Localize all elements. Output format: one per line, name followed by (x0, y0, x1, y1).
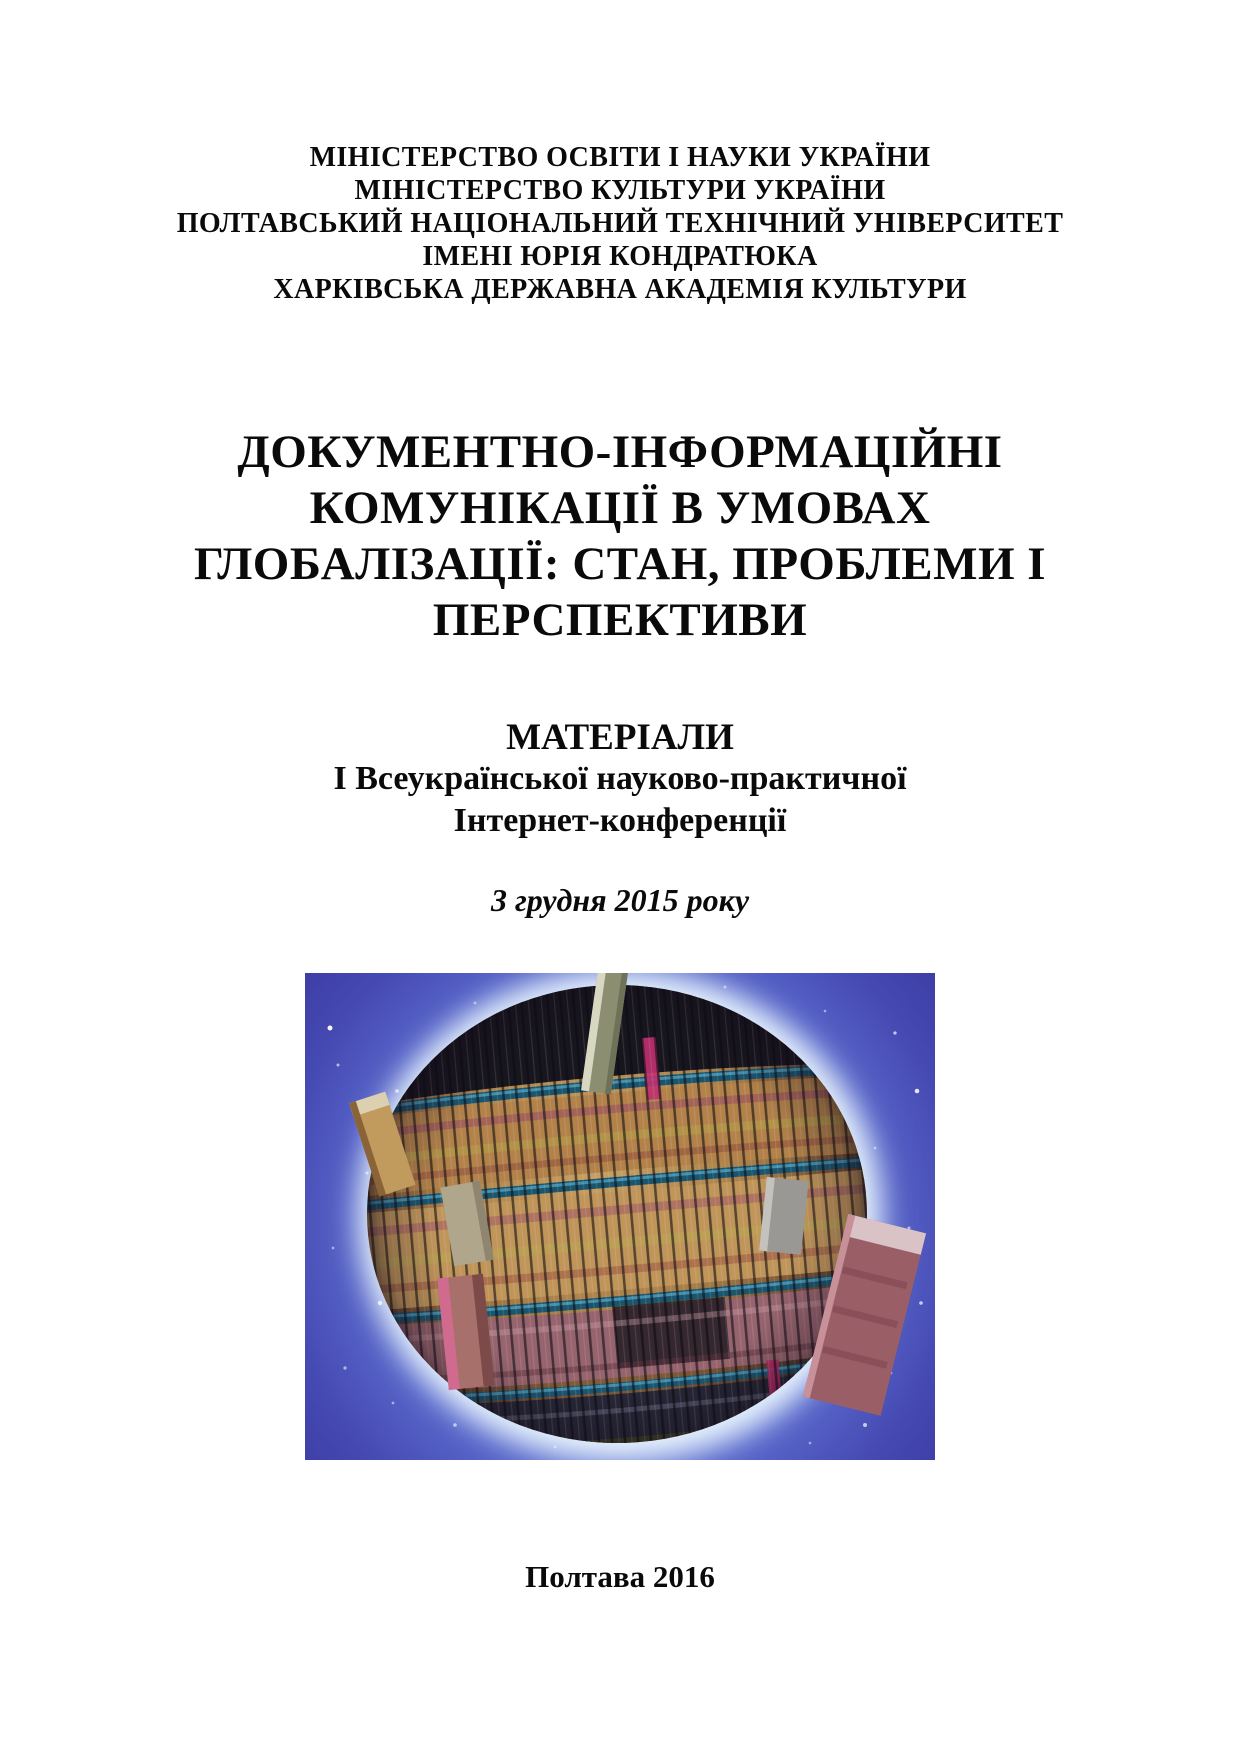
materials-label: МАТЕРІАЛИ (506, 717, 734, 758)
header-line-1: МІНІСТЕРСТВО ОСВІТИ І НАУКИ УКРАЇНИ (309, 142, 931, 173)
subtitle-line-2: Інтернет-конференції (453, 802, 787, 839)
title-line-2: КОМУНІКАЦІЇ В УМОВАХ (309, 482, 931, 534)
title-line-3: ГЛОБАЛІЗАЦІЇ: СТАН, ПРОБЛЕМИ І (193, 538, 1047, 590)
main-title (0, 424, 1240, 648)
header-line-3: ПОЛТАВСЬКИЙ НАЦІОНАЛЬНИЙ ТЕХНІЧНИЙ УНІВЕРСИТЕТ (176, 208, 1064, 239)
header-line-2: МІНІСТЕРСТВО КУЛЬТУРИ УКРАЇНИ (354, 175, 886, 206)
book-globe-cover-image (305, 973, 935, 1460)
conference-date: 3 грудня 2015 року (490, 882, 750, 918)
book-globe-illustration (305, 973, 935, 1460)
conference-subtitle (0, 758, 1240, 842)
institutions-header (0, 141, 1240, 306)
header-line-5: ХАРКІВСЬКА ДЕРЖАВНА АКАДЕМІЯ КУЛЬТУРИ (273, 274, 967, 305)
title-line-4: ПЕРСПЕКТИВИ (432, 594, 808, 646)
title-line-1: ДОКУМЕНТНО-ІНФОРМАЦІЙНІ (237, 426, 1003, 478)
gray-book-right (759, 1177, 809, 1255)
subtitle-line-1: І Всеукраїнської науково-практичної (333, 760, 907, 797)
header-line-4: ІМЕНІ ЮРІЯ КОНДРАТЮКА (422, 241, 818, 272)
footer-city-year: Полтава 2016 (525, 1559, 715, 1594)
